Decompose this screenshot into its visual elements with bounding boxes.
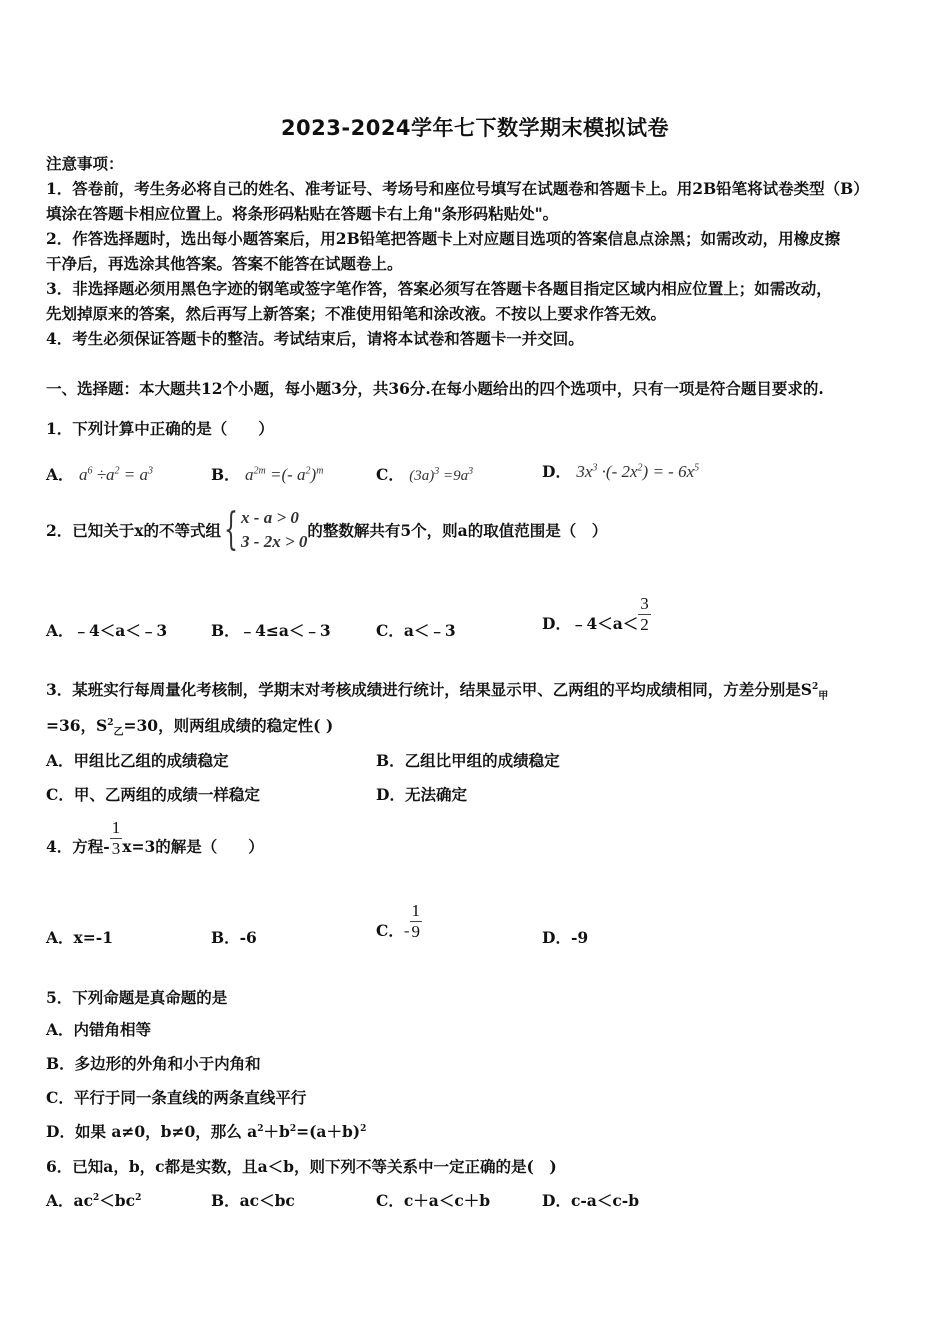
q1-d-formula: $3x^3$ ·(- $2x^2$) = - $6x^5$ [576, 462, 700, 481]
inequality-row: 3 - 2x > 0 [241, 532, 308, 551]
inequality-system: { x - a > 0 3 - 2x > 0 [224, 504, 308, 555]
question-5-stem: 5．下列命题是真命题的是 [46, 988, 228, 1007]
q6-option-c: C．c＋a＜c＋b [376, 1191, 491, 1210]
q3-option-a: A．甲组比乙组的成绩稳定 [46, 751, 229, 770]
page-title: 2023-2024学年七下数学期末模拟试卷 [280, 116, 670, 140]
q4-option-c: C． - $\frac{1}{9}$ [376, 901, 421, 941]
q1-c-formula: $(3a)^3 =9a^3$ [409, 466, 474, 484]
question-3-line1: 3．某班实行每周量化考核制，学期末对考核成绩进行统计，结果显示甲、乙两组的平均成绩相同，方差分别是$S^2_甲$ [46, 680, 829, 703]
q6-option-a: A．$ac^2<bc^2$ [46, 1191, 142, 1210]
q1-option-b [211, 463, 323, 485]
section-heading: 一、选择题：本大题共12个小题，每小题3分，共36分.在每小题给出的四个选项中，只有一项是符合题目要求的. [46, 379, 824, 398]
q5-option-a: A．内错角相等 [46, 1020, 152, 1039]
q2-option-d: D．﹣4＜a＜ $\frac{3}{2}$ [542, 594, 649, 634]
notice-line: 1．答卷前，考生务必将自己的姓名、准考证号、考场号和座位号填写在试题卷和答题卡上。用2B铅笔将试卷类型（B） [46, 179, 869, 198]
q2-suffix: 的整数解共有5个，则a的取值范围是（ ） [307, 521, 608, 540]
fraction: $\frac{1}{9}$ [411, 901, 421, 941]
q5-option-b: B．多边形的外角和小于内角和 [46, 1054, 261, 1073]
notice-heading: 注意事项： [46, 154, 124, 173]
question-1-stem: 1．下列计算中正确的是（ ） [46, 419, 274, 438]
notice-line: 2．作答选择题时，选出每小题答案后，用2B铅笔把答题卡上对应题目选项的答案信息点涂黑；如需改动，用橡皮擦 [46, 229, 841, 248]
notice-line: 干净后，再选涂其他答案。答案不能答在试题卷上。 [46, 254, 403, 273]
q1-option-c [376, 463, 473, 485]
q5-option-d: D．如果 a≠0，b≠0，那么 $a^2+b^2=(a+b)^2$ [46, 1122, 367, 1141]
q5-option-c: C．平行于同一条直线的两条直线平行 [46, 1088, 307, 1107]
question-6-stem: 6．已知a，b，c都是实数，且a＜b，则下列不等关系中一定正确的是( ) [46, 1157, 557, 1176]
q3-option-c: C．甲、乙两组的成绩一样稳定 [46, 785, 260, 804]
q2-prefix: 2．已知关于x的不等式组 [46, 521, 222, 540]
question-2-stem [46, 506, 607, 554]
notice-line: 填涂在答题卡相应位置上。将条形码粘贴在答题卡右上角"条形码粘贴处"。 [46, 204, 559, 223]
q1-option-a [46, 463, 153, 485]
q1-option-d [542, 460, 699, 482]
q6-option-d: D．c-a＜c-b [542, 1191, 640, 1210]
q2-option-a: A．﹣4＜a＜﹣3 [46, 621, 168, 640]
notice-line: 先划掉原来的答案，然后再写上新答案；不准使用铅笔和涂改液。不按以上要求作答无效。 [46, 304, 667, 323]
q4-option-d: D．-9 [542, 928, 589, 947]
q2-option-b: B．﹣4≤a＜﹣3 [211, 621, 331, 640]
q3-option-b: B．乙组比甲组的成绩稳定 [376, 751, 560, 770]
notice-line: 3．非选择题必须用黑色字迹的钢笔或签字笔作答，答案必须写在答题卡各题目指定区域内相应位置上；如需改动， [46, 279, 832, 298]
fraction: $\frac{3}{2}$ [640, 594, 649, 634]
option-label: B． [211, 465, 240, 484]
option-label: A． [46, 465, 74, 484]
question-3-line2: =36，$S^2_乙=30$，则两组成绩的稳定性( ) [46, 716, 334, 739]
notice-line: 4．考生必须保证答题卡的整洁。考试结束后，请将本试卷和答题卡一并交回。 [46, 329, 584, 348]
q2-option-c: C．a＜﹣3 [376, 621, 456, 640]
q1-a-formula: $a^6 \div a^2 = a^3$ [78, 465, 154, 484]
q4-option-a: A．x=-1 [46, 928, 113, 947]
q3-option-d: D．无法确定 [376, 785, 467, 804]
option-label: D． [542, 462, 571, 481]
fraction: $\frac{1}{3}$ [111, 818, 121, 858]
inequality-row: x - a > 0 [241, 508, 299, 527]
question-4-stem: 4．方程- $\frac{1}{3}$ x=3的解是（ ） [46, 818, 264, 858]
option-label: C． [376, 465, 404, 484]
q1-b-formula: $a^{2m}$ =(- $a^2)^m$ [245, 465, 324, 484]
q4-option-b: B．-6 [211, 928, 257, 947]
q6-option-b: B．ac＜bc [211, 1191, 295, 1210]
